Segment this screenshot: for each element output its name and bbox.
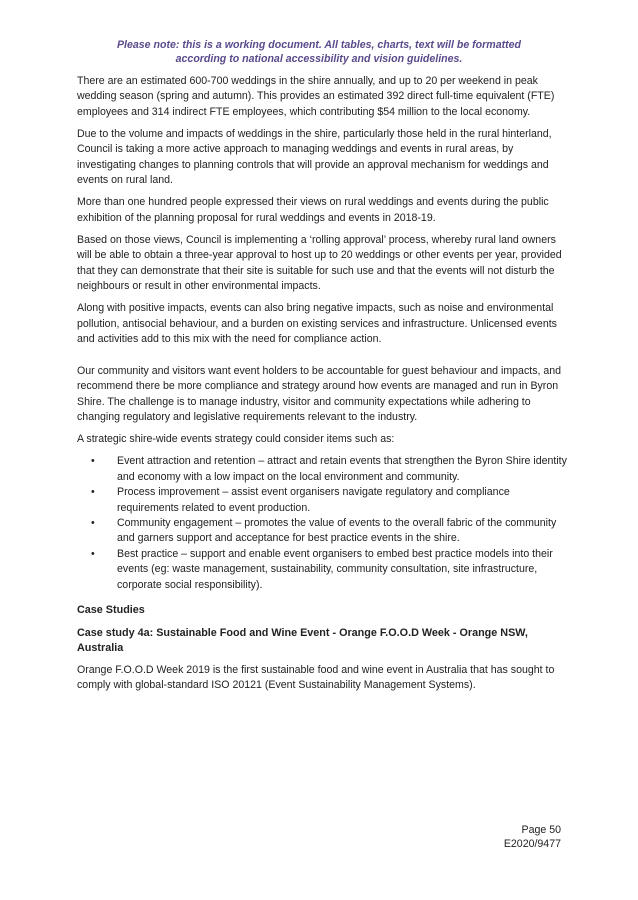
body-text — [77, 74, 567, 701]
bullet-icon: • — [91, 455, 95, 468]
bullet-icon: • — [91, 547, 95, 560]
paragraph-rolling-approval: Based on those views, Council is implementing a ‘rolling approval’ process, whereby rural land owners will be able to obtain a three-year approval to host up to 20 weddings or other events per year, provided that they can demonstrate that their site is suitable for such use and that the events will not disturb the neighbours or result in other environmental impacts. — [77, 234, 562, 293]
bullet-icon: • — [91, 486, 95, 499]
page-footer — [504, 823, 561, 851]
list-item: • Process improvement – assist event organisers navigate regulatory and compliance requirements related to event production. — [91, 486, 510, 514]
bullet-icon: • — [91, 516, 95, 529]
paragraph-weddings-estimate: There are an estimated 600-700 weddings in the shire annually, and up to 20 per weekend in peak wedding season (spring and autumn). This provides an estimated 392 direct full-time equivalent (FTE) employees and 314 indirect FTE employees, which contributing $54 million to the local economy. — [77, 75, 555, 118]
paragraph-orange-food-week: Orange F.O.O.D Week 2019 is the first sustainable food and wine event in Australia that has sought to comply with global-standard ISO 20121 (Event Sustainability Management Systems). — [77, 663, 555, 692]
note-line-1: Please note: this is a working document. All tables, charts, text will be formatted — [116, 39, 522, 51]
list-item: • Best practice – support and enable event organisers to embed best practice models into their events (eg: waste management, sustainability, community consultation, site infrastructure, corporate social responsibility). — [91, 547, 553, 591]
note-line-2: according to national accessibility and vision guidelines. — [175, 53, 463, 65]
document-reference: E2020/9477 — [503, 838, 561, 850]
case-studies-heading: Case Studies — [77, 603, 145, 616]
paragraph-council-approach: Due to the volume and impacts of weddings in the shire, particularly those held in the rural hinterland, Council is taking a more active approach to managing weddings and events in rural areas, by investigating changes to planning controls that will provide an approval mechanism for weddings and events on rural land. — [77, 128, 552, 187]
case-study-4a-heading: Case study 4a: Sustainable Food and Wine Event - Orange F.O.O.D Week - Orange NSW, Australia — [77, 626, 528, 654]
working-document-note — [60, 38, 578, 66]
list-item: • Event attraction and retention – attract and retain events that strengthen the Byron Shire identity and economy with a low impact on the local environment and community. — [91, 455, 567, 483]
paragraph-strategy-intro: A strategic shire-wide events strategy could consider items such as: — [77, 433, 395, 446]
paragraph-negative-impacts: Along with positive impacts, events can also bring negative impacts, such as noise and environmental pollution, antisocial behaviour, and a burden on existing services and infrastructure. Unlicensed events and activities add to this mix with the need for compliance action. — [77, 302, 557, 346]
paragraph-community-expectations: Our community and visitors want event holders to be accountable for guest behaviour and impacts, and recommend there be more compliance and strategy around how events are managed and run in Byron Shire. The challenge is to manage industry, visitor and community expectations while adhering to changing regulatory and legislative requirements relevant to the industry. — [77, 364, 562, 423]
page-number: Page 50 — [521, 824, 561, 836]
strategy-items-list — [77, 454, 567, 593]
paragraph-public-exhibition: More than one hundred people expressed their views on rural weddings and events during the public exhibition of the planning proposal for rural weddings and events in 2018-19. — [77, 196, 549, 224]
list-item: • Community engagement – promotes the value of events to the overall fabric of the community and garners support and acceptance for best practice events in the shire. — [91, 516, 557, 545]
